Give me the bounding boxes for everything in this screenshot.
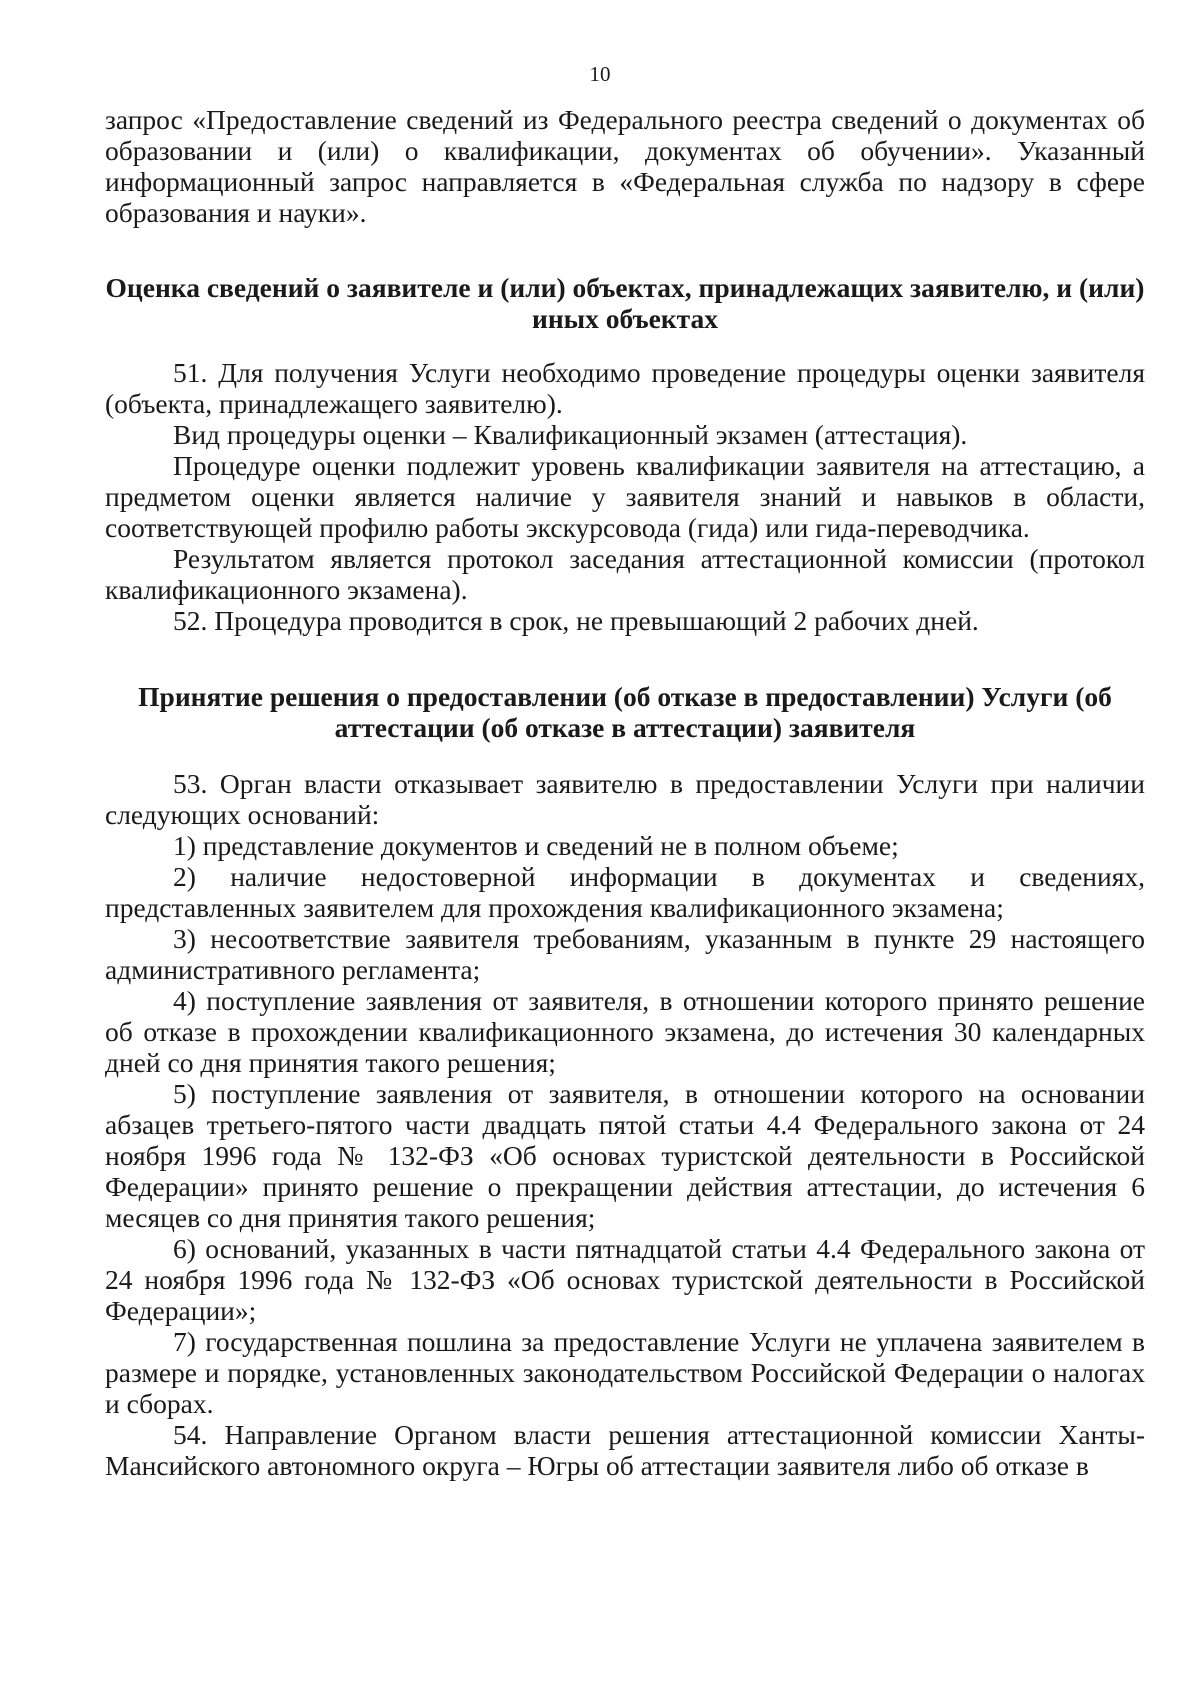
page-number: 10: [589, 62, 611, 86]
list-item-2: 2) наличие недостоверной информации в документах и сведениях, представленных заявителем для прохождения квалификационного экзамена;: [105, 861, 1145, 923]
document-body: [105, 104, 1145, 1481]
list-item-6: 6) оснований, указанных в части пятнадцатой статьи 4.4 Федерального закона от 24 ноября 1996 года № 132-ФЗ «Об основах туристской деятельности в Российской Федерации»;: [105, 1233, 1145, 1326]
list-item-5: 5) поступление заявления от заявителя, в отношении которого на основании абзацев третьего-пятого части двадцать пятой статьи 4.4 Федерального закона от 24 ноября 1996 года № 132-ФЗ «Об основах туристской деятельности в Российской Федерации» принято решение о прекращении действия аттестации, до истечения 6 месяцев со дня принятия такого решения;: [105, 1078, 1145, 1233]
section-heading-assessment: Оценка сведений о заявителе и (или) объектах, принадлежащих заявителю, и (или) иных объектах: [105, 272, 1145, 334]
list-item-1: 1) представление документов и сведений не в полном объеме;: [173, 830, 899, 861]
paragraph-assessment-result: Результатом является протокол заседания аттестационной комиссии (протокол квалификационного экзамена).: [105, 543, 1145, 605]
list-item-7: 7) государственная пошлина за предоставление Услуги не уплачена заявителем в размере и порядке, установленных законодательством Российской Федерации о налогах и сборах.: [105, 1326, 1145, 1419]
paragraph-53: 53. Орган власти отказывает заявителю в предоставлении Услуги при наличии следующих оснований:: [105, 768, 1145, 830]
list-item-3: 3) несоответствие заявителя требованиям, указанным в пункте 29 настоящего административного регламента;: [105, 923, 1145, 985]
paragraph-52: 52. Процедура проводится в срок, не превышающий 2 рабочих дней.: [173, 605, 979, 636]
paragraph-54: 54. Направление Органом власти решения аттестационной комиссии Ханты-Мансийского автономного округа – Югры об аттестации заявителя либо об отказе в: [105, 1419, 1145, 1481]
paragraph-51: 51. Для получения Услуги необходимо проведение процедуры оценки заявителя (объекта, принадлежащего заявителю).: [105, 357, 1145, 419]
section-heading-decision: Принятие решения о предоставлении (об отказе в предоставлении) Услуги (об аттестации (об отказе в аттестации) заявителя: [138, 681, 1112, 743]
paragraph-assessment-subject: Процедуре оценки подлежит уровень квалификации заявителя на аттестацию, а предметом оценки является наличие у заявителя знаний и навыков в области, соответствующей профилю работы экскурсовода (гида) или гида-переводчика.: [105, 450, 1145, 543]
list-item-4: 4) поступление заявления от заявителя, в отношении которого принято решение об отказе в прохождении квалификационного экзамена, до истечения 30 календарных дней со дня принятия такого решения;: [105, 985, 1145, 1078]
paragraph-assessment-type: Вид процедуры оценки – Квалификационный экзамен (аттестация).: [173, 419, 968, 450]
intro-paragraph: запрос «Предоставление сведений из Федерального реестра сведений о документах об образовании и (или) о квалификации, документах об обучении». Указанный информационный запрос направляется в «Федеральная служба по надзору в сфере образования и науки».: [105, 104, 1145, 228]
